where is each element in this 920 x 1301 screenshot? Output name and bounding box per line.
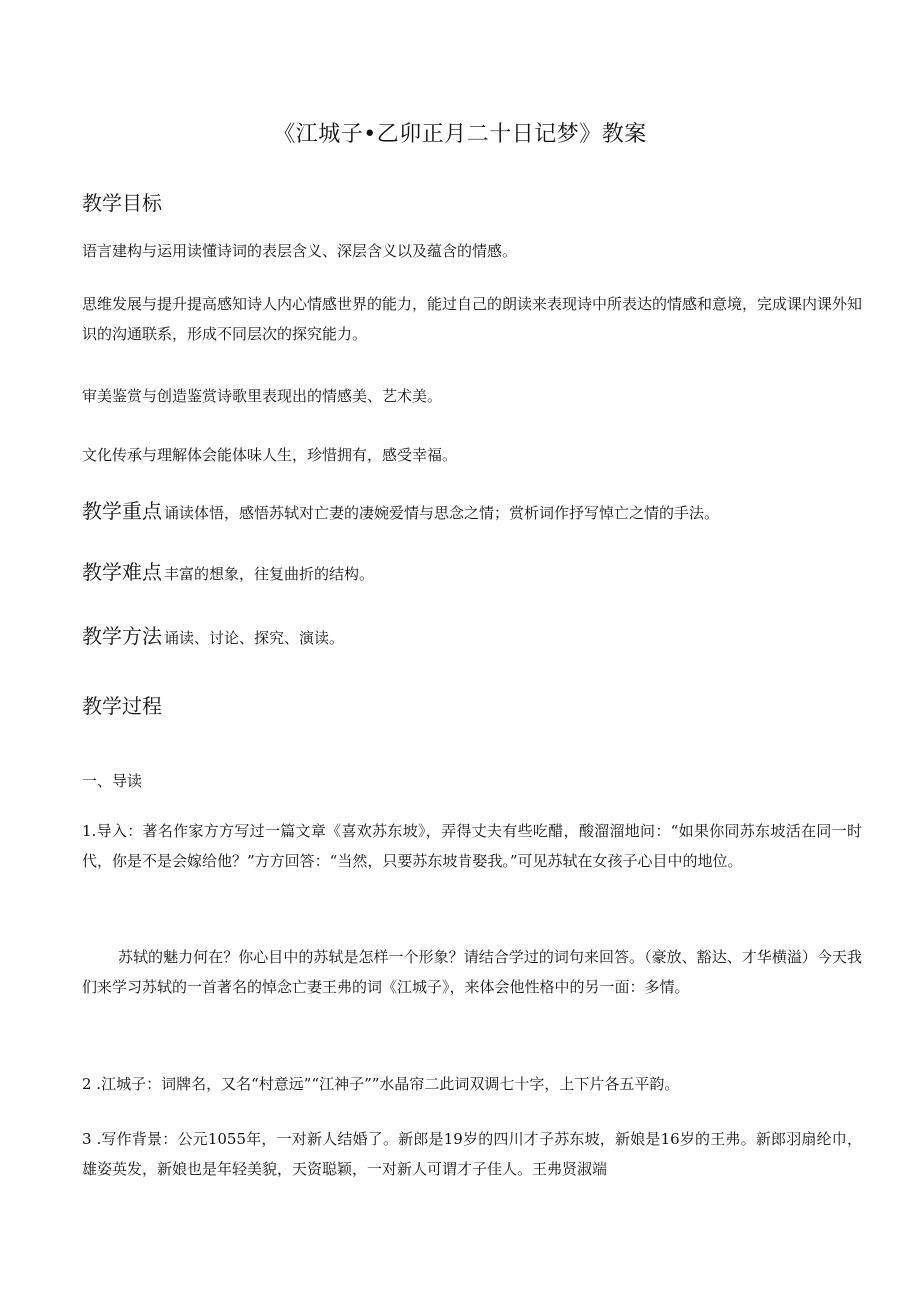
section-guide-reading: 一、导读	[82, 772, 143, 790]
objective-language: 语言建构与运用读懂诗词的表层含义、深层含义以及蕴含的情感。	[82, 242, 518, 260]
objective-culture	[82, 440, 862, 470]
difficulties-text: 丰富的想象，往复曲折的结构。	[164, 565, 375, 583]
difficulties-heading: 教学难点	[82, 560, 162, 584]
paragraph-background: 3 .写作背景：公元1055年，一对新人结婚了。新郎是19岁的四川才子苏东坡，新娘是16岁的王弗。新郎羽扇纶巾，雄姿英发，新娘也是年轻美貌，天资聪颖，一对新人可谓才子佳人。王弗贤淑端	[82, 1130, 862, 1178]
key-points	[82, 496, 862, 528]
paragraph-charm: 苏轼的魅力何在？你心目中的苏轼是怎样一个形象？请结合学过的词句来回答。（豪放、豁达、才华横溢）今天我们来学习苏轼的一首著名的悼念亡妻王弗的词《江城子》，来体会他性格中的另一面：多情。	[82, 948, 862, 996]
objective-thinking: 思维发展与提升提高感知诗人内心情感世界的能力，能过自己的朗读来表现诗中所表达的情感和意境，完成课内课外知识的沟通联系，形成不同层次的探究能力。	[82, 295, 863, 343]
process-heading: 教学过程	[82, 694, 162, 718]
key-points-text: 诵读体悟，感悟苏轼对亡妻的凄婉爱情与思念之情；赏析词作抒写悼亡之情的手法。	[164, 504, 720, 522]
objectives-heading: 教学目标	[82, 191, 162, 215]
methods-heading: 教学方法	[82, 624, 162, 648]
difficulties	[82, 557, 862, 589]
document-title: 《江城子•乙卯正月二十日记梦》教案	[273, 122, 647, 147]
objective-aesthetic: 审美鉴赏与创造鉴赏诗歌里表现出的情感美、艺术美。	[82, 387, 443, 405]
key-points-heading: 教学重点	[82, 499, 162, 523]
methods-text: 诵读、讨论、探究、演读。	[164, 629, 345, 647]
methods	[82, 621, 862, 653]
paragraph-cipai: 2 .江城子：词牌名，又名“村意远”“江神子””水晶帘二此词双调七十字，上下片各五平韵。	[82, 1075, 680, 1093]
objective-culture-text: 文化传承与理解体会能体味人生，珍惜拥有，感受幸福。	[82, 446, 458, 464]
paragraph-intro: 1.导入：著名作家方方写过一篇文章《喜欢苏东坡》，弄得丈夫有些吃醋，酸溜溜地问：“如果你同苏东坡活在同一时代，你是不是会嫁给他？”方方回答：“当然，只要苏东坡肯娶我。”可见苏轼在女孩子心目中的地位。	[82, 822, 862, 870]
